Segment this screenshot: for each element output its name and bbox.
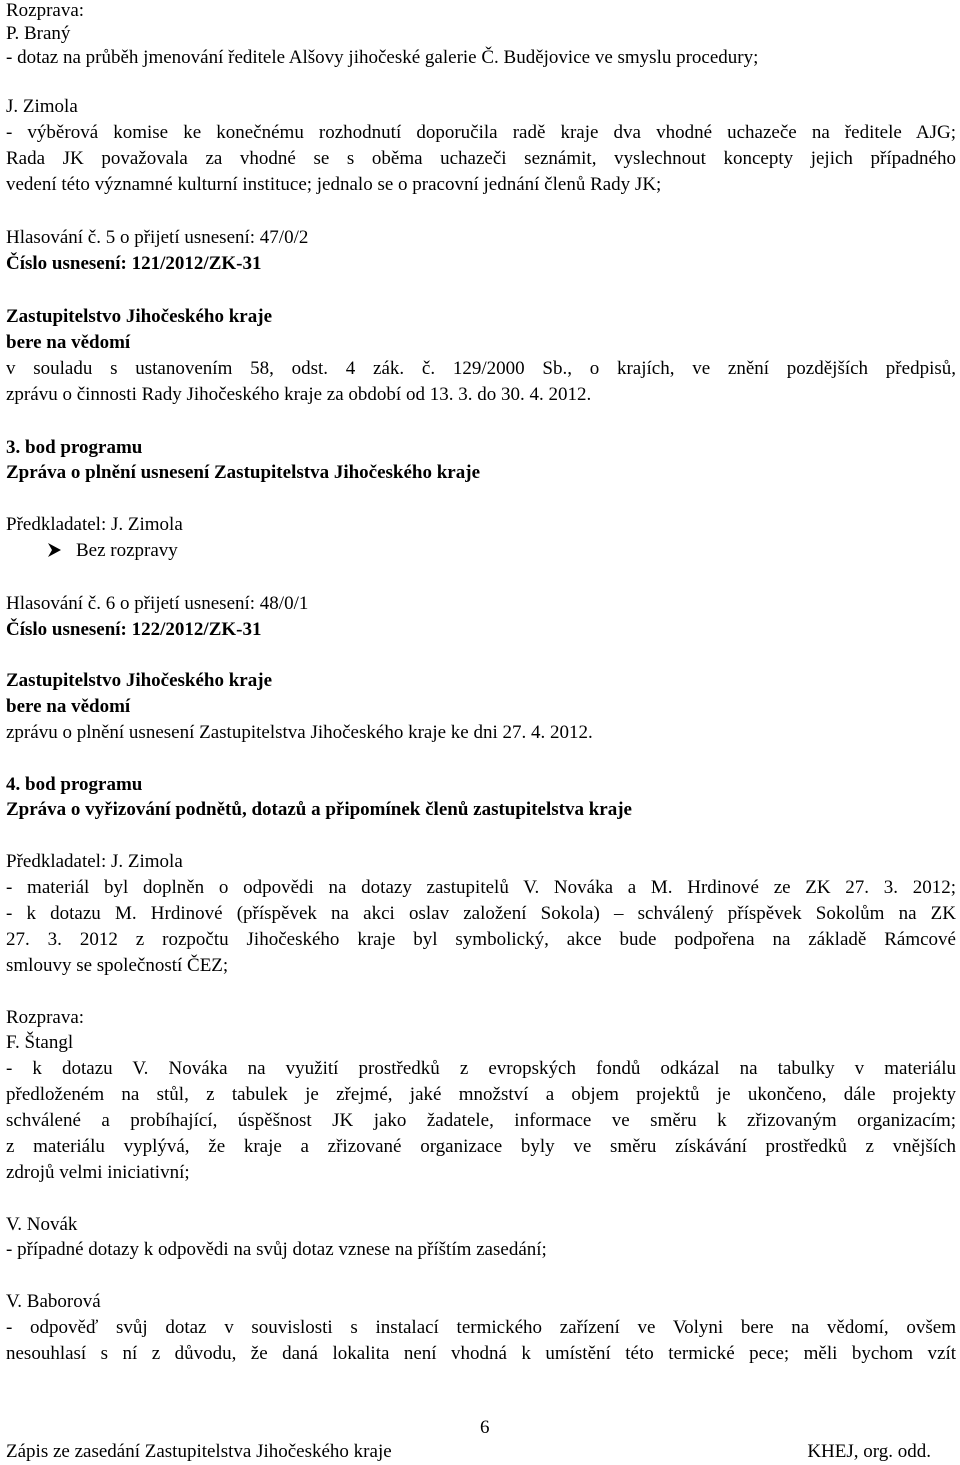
paragraph-line: schválené a probíhající, úspěšnost JK jako žadatele, informace ve směru k zřizovaným organizacím; xyxy=(6,1110,956,1131)
paragraph-line: 27. 3. 2012 z rozpočtu Jihočeského kraje byl symbolický, akce bude podpořena na základě Rámcové xyxy=(6,929,956,950)
arrow-bullet-icon xyxy=(46,540,64,562)
resolution-verb: bere na vědomí xyxy=(6,332,131,353)
council-name: Zastupitelstvo Jihočeského kraje xyxy=(6,670,272,691)
resolution-text: v souladu s ustanovením 58, odst. 4 zák. č. 129/2000 Sb., o krajích, ve znění pozdějších předpisů, xyxy=(6,358,956,379)
heading-rozprava: Rozprava: xyxy=(6,1007,85,1028)
heading-rozprava: Rozprava: xyxy=(6,0,85,21)
vote-line: Hlasování č. 5 o přijetí usnesení: 47/0/2 xyxy=(6,227,309,248)
speaker-name: P. Braný xyxy=(6,23,71,44)
resolution-text: zprávu o plnění usnesení Zastupitelstva Jihočeského kraje ke dni 27. 4. 2012. xyxy=(6,722,593,743)
paragraph-line: - k dotazu M. Hrdinové (příspěvek na akci oslav založení Sokola) – schválený příspěvek Sokolům na ZK xyxy=(6,903,956,924)
speaker-name: V. Baborová xyxy=(6,1291,101,1312)
paragraph-line: vedení této významné kulturní instituce; jednalo se o pracovní jednání členů Rady JK; xyxy=(6,174,662,195)
speaker-name: J. Zimola xyxy=(6,96,78,117)
agenda-item-title: Zpráva o vyřizování podnětů, dotazů a připomínek členů zastupitelstva kraje xyxy=(6,799,632,820)
paragraph-line: - materiál byl doplněn o odpovědi na dotazy zastupitelů V. Nováka a M. Hrdinové ze ZK 27. 3. 2012; xyxy=(6,877,956,898)
paragraph-line: - případné dotazy k odpovědi na svůj dotaz vznese na příštím zasedání; xyxy=(6,1239,547,1260)
bullet-text: Bez rozpravy xyxy=(76,540,178,561)
presenter-line: Předkladatel: J. Zimola xyxy=(6,514,183,535)
presenter-line: Předkladatel: J. Zimola xyxy=(6,851,183,872)
vote-line: Hlasování č. 6 o přijetí usnesení: 48/0/1 xyxy=(6,593,309,614)
resolution-number: Číslo usnesení: 121/2012/ZK-31 xyxy=(6,253,262,274)
paragraph-line: zdrojů velmi iniciativní; xyxy=(6,1162,190,1183)
resolution-verb: bere na vědomí xyxy=(6,696,131,717)
paragraph-line: - výběrová komise ke konečnému rozhodnutí doporučila radě kraje dva vhodné uchazeče na ředitele AJG; xyxy=(6,122,956,143)
council-name: Zastupitelstvo Jihočeského kraje xyxy=(6,306,272,327)
agenda-item-number: 4. bod programu xyxy=(6,774,143,795)
paragraph-line: - k dotazu V. Nováka na využití prostředků z evropských fondů odkázal na tabulky v materiálu xyxy=(6,1058,956,1079)
paragraph-line: nesouhlasí s ní z důvodu, že daná lokalita není vhodná k umístění této termické pece; měli bychom vzít xyxy=(6,1343,956,1364)
footer-left: Zápis ze zasedání Zastupitelstva Jihočeského kraje xyxy=(6,1441,392,1462)
resolution-text: zprávu o činnosti Rady Jihočeského kraje za období od 13. 3. do 30. 4. 2012. xyxy=(6,384,592,405)
agenda-item-number: 3. bod programu xyxy=(6,437,143,458)
speaker-name: V. Novák xyxy=(6,1214,78,1235)
paragraph-line: Rada JK považovala za vhodné se s oběma uchazeči seznámit, vyslechnout koncepty jejich případného xyxy=(6,148,956,169)
speaker-name: F. Štangl xyxy=(6,1032,74,1053)
page-number: 6 xyxy=(480,1417,490,1438)
footer-right: KHEJ, org. odd. xyxy=(807,1441,931,1462)
paragraph-line: z materiálu vyplývá, že kraje a zřizované organizace byly ve směru získávání prostředků z vnějších xyxy=(6,1136,956,1157)
paragraph-line: smlouvy se společností ČEZ; xyxy=(6,955,229,976)
resolution-number: Číslo usnesení: 122/2012/ZK-31 xyxy=(6,619,262,640)
paragraph-line: předloženém na stůl, z tabulek je zřejmé, jaké množství a objem projektů je ukončeno, dále projekty xyxy=(6,1084,956,1105)
paragraph-line: - dotaz na průběh jmenování ředitele Alšovy jihočeské galerie Č. Budějovice ve smyslu procedury; xyxy=(6,47,759,68)
paragraph-line: - odpověď svůj dotaz v souvislosti s instalací termického zařízení ve Volyni bere na vědomí, ovšem xyxy=(6,1317,956,1338)
agenda-item-title: Zpráva o plnění usnesení Zastupitelstva Jihočeského kraje xyxy=(6,462,480,483)
